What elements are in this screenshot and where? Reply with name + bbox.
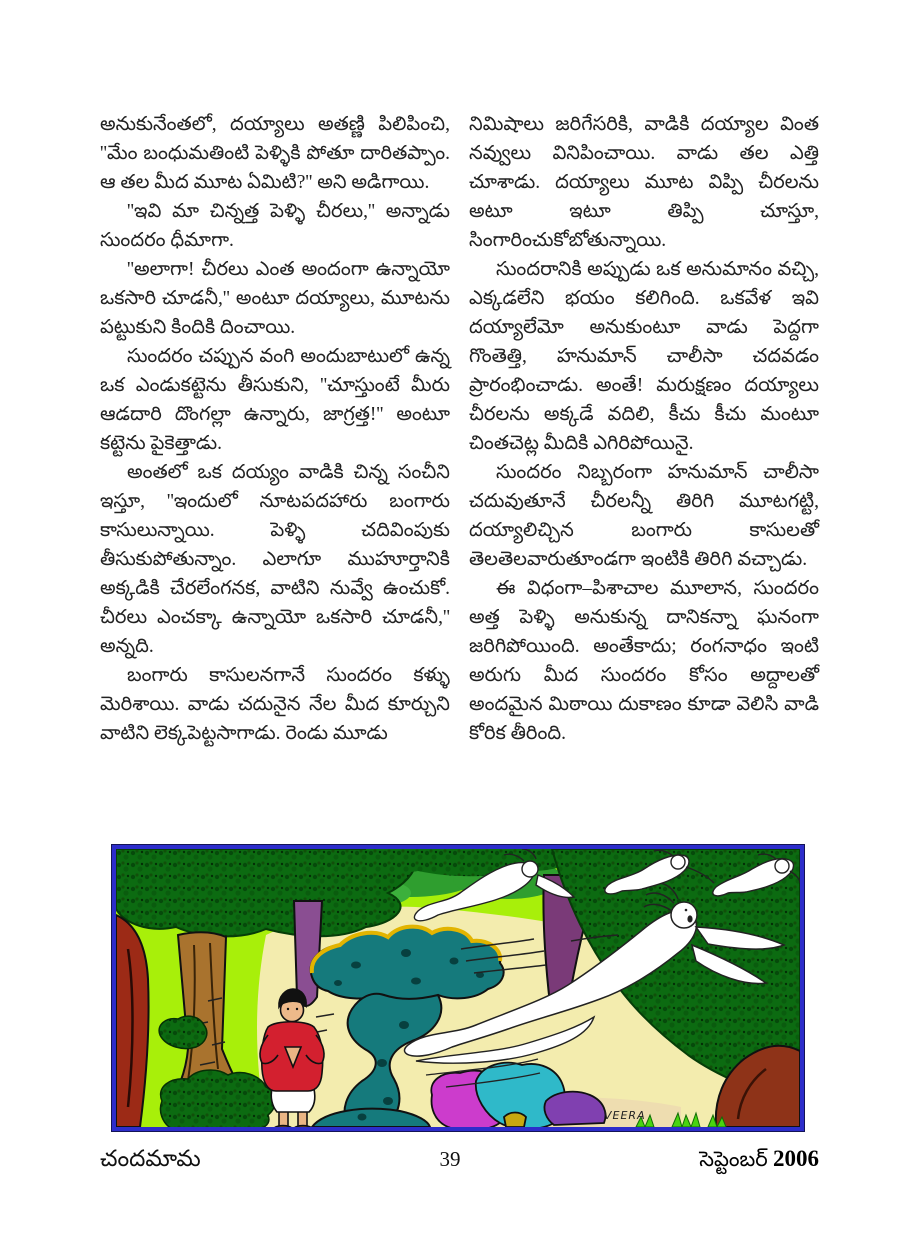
artist-signature: VEERA [604,1109,646,1122]
story-paragraph: సుందరానికి అప్పుడు ఒక అనుమానం వచ్చి, ఎక్కడలేని భయం కలిగింది. ఒకవేళ ఇవి దయ్యాలేమో అనుకుంటూ వాడు పెద్దగా గొంతెత్తి, హనుమాన్ చాలీసా చదవడం ప్రారంభించాడు. అంతే! మరుక్షణం దయ్యాలు చీరలను అక్కడే వదిలి, కీచు కీచు మంటూ చింతచెట్ల మీదికి ఎగిరిపోయినై. [469,259,819,454]
article-text [100,110,819,748]
story-paragraph: అనుకునేంతలో, దయ్యాలు అతణ్ణి పిలిపించి, ''మేం బంధుమతింటి పెళ్ళికి పోతూ దారితప్పాం. ఆ తల మీద మూట ఏమిటి?'' అని అడిగాయి. [100,114,450,193]
issue-date [699,1146,819,1177]
issue-year: 2006 [773,1146,819,1171]
story-illustration [112,845,804,1131]
issue-month: సెప్టెంబర్ [699,1147,768,1171]
story-paragraph: సుందరం చప్పున వంగి అందుబాటులో ఉన్న ఒక ఎండుకట్టెను తీసుకుని, ''చూస్తుంటే మీరు ఆడదారి దొంగల్లా ఉన్నారు, జాగ్రత్త!'' అంటూ కట్టెను పైకెత్తాడు. [100,346,450,454]
magazine-name: చందమామ [100,1146,201,1171]
story-paragraph: ఈ విధంగా–పిశాచాల మూలాన, సుందరం అత్త పెళ్ళి అనుకున్న దానికన్నా ఘనంగా జరిగిపోయింది. అంతేకాదు; రంగనాధం ఇంటి అరుగు మీద సుందరం కోసం అద్దాలతో అందమైన మిఠాయి దుకాణం కూడా వెలిసి వాడి కోరిక తీరింది. [469,578,819,744]
text-column-right [469,110,819,748]
story-paragraph: బంగారు కాసులనగానే సుందరం కళ్ళు మెరిశాయి. వాడు చదునైన నేల మీద కూర్చుని వాటిని లెక్కపెట్టసాగాడు. రెండు మూడు [100,665,450,744]
story-paragraph: నిమిషాలు జరిగేసరికి, వాడికి దయ్యాల వింత నవ్వులు వినిపించాయి. వాడు తల ఎత్తి చూశాడు. దయ్యాలు మూట విప్పి చీరలను అటూ ఇటూ తిప్పి చూస్తూ, సింగారించుకోబోతున్నాయి. [469,114,819,251]
text-column-left [100,110,450,748]
story-paragraph: అంతలో ఒక దయ్యం వాడికి చిన్న సంచీని ఇస్తూ, ''ఇందులో నూటపదహారు బంగారు కాసులున్నాయి. పెళ్ళి చదివింపుకు తీసుకుపోతున్నాం. ఎలాగూ ముహూర్తానికి అక్కడికి చేరలేంగనక, వాటిని నువ్వే ఉంచుకో. చీరలు ఎంచక్కా ఉన్నాయో ఒకసారి చూడనీ,'' అన్నది. [100,462,450,657]
story-paragraph: ''ఇవి మా చిన్నత్త పెళ్ళి చీరలు,'' అన్నాడు సుందరం ధీమాగా. [100,201,450,251]
page-number: 39 [439,1147,461,1171]
page-footer [100,1146,819,1178]
story-paragraph: ''అలాగా! చీరలు ఎంత అందంగా ఉన్నాయో ఒకసారి చూడనీ,'' అంటూ దయ్యాలు, మూటను పట్టుకుని కిందికి దించాయి. [100,259,450,338]
story-paragraph: సుందరం నిబ్బరంగా హనుమాన్ చాలీసా చదువుతూనే చీరలన్నీ తిరిగి మూటగట్టి, దయ్యాలిచ్చిన బంగారు కాసులతో తెలతెలవారుతూండగా ఇంటికి తిరిగి వచ్చాడు. [469,462,819,570]
